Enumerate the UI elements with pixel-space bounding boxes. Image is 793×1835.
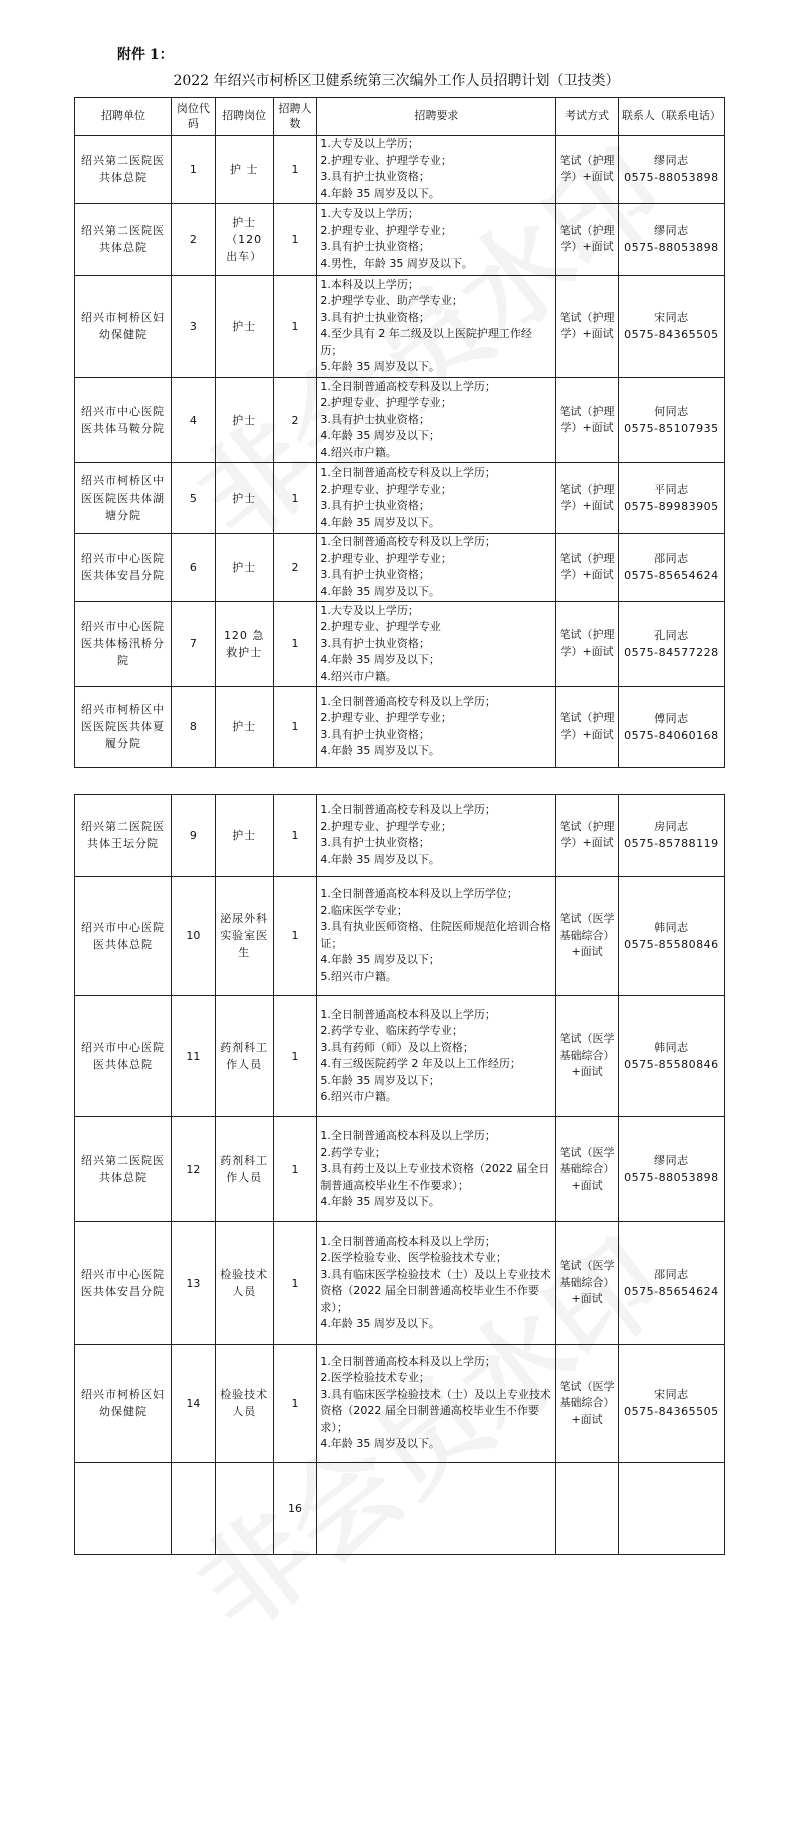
requirement-line: 4.有三级医院药学 2 年及以上工作经历；: [320, 1057, 521, 1071]
headcount-cell: 1: [273, 1344, 317, 1462]
total-row: [75, 1463, 725, 1555]
exam-method-cell: 笔试（护理学）+面试: [556, 275, 618, 377]
contact-phone: 0575-88053898: [624, 241, 719, 255]
contact-phone: 0575-84365505: [624, 328, 719, 342]
unit-cell: 绍兴第二医院医共体总院: [75, 203, 172, 275]
contact-name: 平同志: [654, 482, 689, 496]
post-code-cell: 8: [171, 686, 215, 767]
headcount-cell: 2: [273, 378, 317, 463]
requirements-cell: [317, 533, 556, 601]
headcount-cell: 1: [273, 686, 317, 767]
requirement-line: 1.大专及以上学历；: [320, 137, 419, 151]
post-name-cell: 护士: [215, 463, 273, 534]
contact-phone: 0575-85654624: [624, 1285, 719, 1299]
requirement-line: 1.全日制普通高校本科及以上学历；: [320, 1007, 496, 1021]
requirement-line: 1.全日制普通高校本科及以上学历；: [320, 1234, 496, 1248]
requirement-line: 3.具有护士执业资格；: [320, 636, 430, 650]
requirement-line: 3.具有执业医师资格、住院医师规范化培训合格证；: [320, 920, 551, 950]
requirements-cell: [317, 795, 556, 877]
requirement-line: 2.护理专业、护理学专业: [320, 620, 441, 634]
contact-cell: [618, 1117, 724, 1222]
post-code-cell: 2: [171, 203, 215, 275]
unit-cell: 绍兴市柯桥区中医医院医共体湖塘分院: [75, 463, 172, 534]
post-code-cell: 11: [171, 996, 215, 1117]
contact-phone: 0575-88053898: [624, 1171, 719, 1185]
unit-cell: 绍兴市柯桥区妇幼保健院: [75, 1344, 172, 1462]
requirements-cell: [317, 378, 556, 463]
post-code-cell: 1: [171, 136, 215, 204]
requirement-line: 2.护理专业、护理学专业；: [320, 551, 452, 565]
requirement-line: 3.具有临床医学检验技术（士）及以上专业技术资格（2022 届全日制普通高校毕业生不作要求）；: [320, 1267, 551, 1314]
requirement-line: 5.年龄 35 周岁及以下；: [320, 1073, 440, 1087]
requirement-line: 3.具有护士执业资格；: [320, 170, 430, 184]
requirement-line: 3.具有护士执业资格；: [320, 836, 430, 850]
post-name-cell: 护士: [215, 275, 273, 377]
requirements-cell: [317, 275, 556, 377]
post-name-cell: 护士: [215, 795, 273, 877]
table-row: [75, 876, 725, 995]
post-name-cell: 泌尿外科实验室医生: [215, 876, 273, 995]
contact-name: 宋同志: [654, 1388, 689, 1402]
requirement-line: 4.年龄 35 周岁及以下；: [320, 953, 440, 967]
column-header: 考试方式: [556, 98, 618, 136]
exam-method-cell: 笔试（护理学）+面试: [556, 136, 618, 204]
headcount-cell: 1: [273, 203, 317, 275]
requirements-cell: [317, 996, 556, 1117]
requirement-line: 4.年龄 35 周岁及以下；: [320, 429, 440, 443]
requirement-line: 4.绍兴市户籍。: [320, 669, 397, 683]
table-header-row: [75, 98, 725, 136]
requirement-line: 1.全日制普通高校本科及以上学历学位；: [320, 887, 518, 901]
unit-cell: 绍兴第二医院医共体总院: [75, 1117, 172, 1222]
contact-cell: [618, 1344, 724, 1462]
requirement-line: 2.护理专业、护理学专业；: [320, 153, 452, 167]
column-header: 招聘人数: [273, 98, 317, 136]
post-code-cell: 9: [171, 795, 215, 877]
requirement-line: 1.全日制普通高校本科及以上学历；: [320, 1129, 496, 1143]
table-row: [75, 136, 725, 204]
requirement-line: 6.绍兴市户籍。: [320, 1090, 397, 1104]
requirements-cell: [317, 1222, 556, 1344]
unit-cell: 绍兴市中心医院医共体杨汛桥分院: [75, 601, 172, 686]
contact-phone: 0575-85580846: [624, 937, 719, 951]
requirement-line: 4.年龄 35 周岁及以下。: [320, 186, 440, 200]
table-row: [75, 1117, 725, 1222]
exam-method-cell: 笔试（护理学）+面试: [556, 686, 618, 767]
post-name-cell: 护士（120 出车）: [215, 203, 273, 275]
requirements-cell: [317, 686, 556, 767]
contact-name: 韩同志: [654, 920, 689, 934]
exam-method-cell: 笔试（医学基础综合）+面试: [556, 1222, 618, 1344]
requirement-line: 2.医学检验专业、医学检验技术专业；: [320, 1251, 507, 1265]
requirement-line: 3.具有护士执业资格；: [320, 727, 430, 741]
headcount-cell: 1: [273, 795, 317, 877]
table-row: [75, 203, 725, 275]
requirement-line: 1.全日制普通高校专科及以上学历；: [320, 803, 496, 817]
post-code-cell: 12: [171, 1117, 215, 1222]
post-code-cell: 3: [171, 275, 215, 377]
contact-phone: 0575-84365505: [624, 1405, 719, 1419]
requirement-line: 3.具有药士及以上专业技术资格（2022 届全日制普通高校毕业生不作要求）；: [320, 1162, 550, 1192]
contact-name: 邵同志: [654, 552, 689, 566]
requirement-line: 3.具有护士执业资格；: [320, 240, 430, 254]
headcount-cell: 1: [273, 136, 317, 204]
requirement-line: 4.年龄 35 周岁及以下。: [320, 1317, 440, 1331]
contact-cell: [618, 795, 724, 877]
contact-cell: [618, 601, 724, 686]
contact-phone: 0575-85654624: [624, 569, 719, 583]
unit-cell: 绍兴市中心医院医共体安昌分院: [75, 1222, 172, 1344]
post-code-cell: 7: [171, 601, 215, 686]
requirement-line: 1.全日制普通高校专科及以上学历；: [320, 535, 496, 549]
contact-cell: [618, 996, 724, 1117]
table-row: [75, 378, 725, 463]
requirement-line: 2.医学检验技术专业；: [320, 1371, 430, 1385]
exam-method-cell: 笔试（护理学）+面试: [556, 601, 618, 686]
table-row: [75, 601, 725, 686]
requirement-line: 4.至少具有 2 年二级及以上医院护理工作经历；: [320, 327, 532, 357]
requirement-line: 3.具有护士执业资格；: [320, 499, 430, 513]
requirement-line: 3.具有护士执业资格；: [320, 310, 430, 324]
requirement-line: 1.本科及以上学历；: [320, 277, 419, 291]
requirement-line: 1.全日制普通高校专科及以上学历；: [320, 694, 496, 708]
requirement-line: 4.年龄 35 周岁及以下。: [320, 515, 440, 529]
requirement-line: 1.大专及以上学历；: [320, 207, 419, 221]
column-header: 联系人（联系电话）: [618, 98, 724, 136]
headcount-cell: 2: [273, 533, 317, 601]
unit-cell: 绍兴市柯桥区妇幼保健院: [75, 275, 172, 377]
post-name-cell: 护士: [215, 378, 273, 463]
post-code-cell: 14: [171, 1344, 215, 1462]
contact-cell: [618, 136, 724, 204]
contact-phone: 0575-85788119: [624, 837, 719, 851]
headcount-cell: 1: [273, 876, 317, 995]
post-name-cell: 检验技术人员: [215, 1344, 273, 1462]
requirement-line: 4.男性，年龄 35 周岁及以下。: [320, 256, 473, 270]
post-code-cell: 5: [171, 463, 215, 534]
table-row: [75, 533, 725, 601]
requirements-cell: [317, 136, 556, 204]
contact-cell: [618, 463, 724, 534]
unit-cell: 绍兴市中心医院医共体安昌分院: [75, 533, 172, 601]
post-name-cell: 检验技术人员: [215, 1222, 273, 1344]
requirement-line: 3.具有临床医学检验技术（士）及以上专业技术资格（2022 届全日制普通高校毕业生不作要求）；: [320, 1387, 551, 1434]
post-code-cell: 4: [171, 378, 215, 463]
requirement-line: 2.护理专业、护理学专业；: [320, 396, 452, 410]
requirement-line: 4.年龄 35 周岁及以下。: [320, 1437, 440, 1451]
post-name-cell: 120 急救护士: [215, 601, 273, 686]
requirement-line: 3.具有护士执业资格；: [320, 412, 430, 426]
post-name-cell: 护士: [215, 686, 273, 767]
headcount-cell: 1: [273, 1222, 317, 1344]
post-code-cell: 6: [171, 533, 215, 601]
unit-cell: 绍兴市柯桥区中医医院医共体夏履分院: [75, 686, 172, 767]
contact-name: 何同志: [654, 405, 689, 419]
exam-method-cell: 笔试（护理学）+面试: [556, 533, 618, 601]
requirements-cell: [317, 463, 556, 534]
requirement-line: 4.年龄 35 周岁及以下。: [320, 744, 440, 758]
headcount-cell: 1: [273, 275, 317, 377]
contact-cell: [618, 378, 724, 463]
contact-name: 缪同志: [654, 154, 689, 168]
contact-phone: 0575-84060168: [624, 728, 719, 742]
exam-method-cell: 笔试（护理学）+面试: [556, 203, 618, 275]
requirement-line: 2.护理专业、护理学专业；: [320, 819, 452, 833]
requirement-line: 2.药学专业；: [320, 1145, 386, 1159]
exam-method-cell: 笔试（护理学）+面试: [556, 378, 618, 463]
exam-method-cell: 笔试（护理学）+面试: [556, 463, 618, 534]
contact-phone: 0575-85580846: [624, 1058, 719, 1072]
requirement-line: 4.年龄 35 周岁及以下。: [320, 852, 440, 866]
page-title: 2022 年绍兴市柯桥区卫健系统第三次编外工作人员招聘计划（卫技类）: [173, 73, 620, 89]
requirements-cell: [317, 876, 556, 995]
headcount-cell: 1: [273, 1117, 317, 1222]
contact-name: 缪同志: [654, 1154, 689, 1168]
contact-phone: 0575-89983905: [624, 500, 719, 514]
requirement-line: 1.全日制普通高校专科及以上学历；: [320, 466, 496, 480]
unit-cell: 绍兴第二医院医共体总院: [75, 136, 172, 204]
requirement-line: 1.全日制普通高校专科及以上学历；: [320, 379, 496, 393]
post-name-cell: 药剂科工作人员: [215, 1117, 273, 1222]
contact-cell: [618, 203, 724, 275]
headcount-cell: 1: [273, 463, 317, 534]
requirement-line: 2.临床医学专业；: [320, 903, 408, 917]
exam-method-cell: 笔试（护理学）+面试: [556, 795, 618, 877]
column-header: 招聘要求: [317, 98, 556, 136]
post-code-cell: 10: [171, 876, 215, 995]
column-header: 招聘单位: [75, 98, 172, 136]
requirement-line: 2.药学专业、临床药学专业；: [320, 1024, 463, 1038]
contact-phone: 0575-85107935: [624, 422, 719, 436]
unit-cell: 绍兴市中心医院医共体总院: [75, 876, 172, 995]
contact-name: 韩同志: [654, 1041, 689, 1055]
unit-cell: 绍兴市中心医院医共体马鞍分院: [75, 378, 172, 463]
requirement-line: 5.绍兴市户籍。: [320, 969, 397, 983]
requirement-line: 4.年龄 35 周岁及以下；: [320, 653, 440, 667]
requirement-line: 4.绍兴市户籍。: [320, 445, 397, 459]
requirement-line: 2.护理专业、护理学专业；: [320, 711, 452, 725]
table-row: [75, 996, 725, 1117]
requirement-line: 1.大专及以上学历；: [320, 603, 419, 617]
unit-cell: 绍兴第二医院医共体王坛分院: [75, 795, 172, 877]
contact-name: 宋同志: [654, 311, 689, 325]
attachment-label: 附件 1：: [117, 47, 174, 63]
post-name-cell: 护士: [215, 533, 273, 601]
contact-name: 缪同志: [654, 224, 689, 238]
requirement-line: 4.年龄 35 周岁及以下。: [320, 584, 440, 598]
requirement-line: 3.具有药师（师）及以上资格；: [320, 1040, 474, 1054]
exam-method-cell: 笔试（医学基础综合）+面试: [556, 996, 618, 1117]
headcount-cell: 1: [273, 996, 317, 1117]
requirements-cell: [317, 203, 556, 275]
requirements-cell: [317, 1117, 556, 1222]
requirement-line: 2.护理专业、护理学专业；: [320, 223, 452, 237]
contact-name: 孔同志: [654, 628, 689, 642]
recruitment-table-part2: [74, 794, 725, 1555]
contact-phone: 0575-84577228: [624, 645, 719, 659]
requirement-line: 5.年龄 35 周岁及以下。: [320, 360, 440, 374]
table-row: [75, 275, 725, 377]
exam-method-cell: 笔试（医学基础综合）+面试: [556, 1117, 618, 1222]
requirements-cell: [317, 1344, 556, 1462]
requirement-line: 4.年龄 35 周岁及以下。: [320, 1195, 440, 1209]
headcount-cell: 1: [273, 601, 317, 686]
requirement-line: 2.护理学专业、助产学专业；: [320, 294, 463, 308]
contact-cell: [618, 533, 724, 601]
unit-cell: 绍兴市中心医院医共体总院: [75, 996, 172, 1117]
post-name-cell: 药剂科工作人员: [215, 996, 273, 1117]
requirement-line: 3.具有护士执业资格；: [320, 568, 430, 582]
table-row: [75, 686, 725, 767]
exam-method-cell: 笔试（医学基础综合）+面试: [556, 1344, 618, 1462]
contact-cell: [618, 686, 724, 767]
post-code-cell: 13: [171, 1222, 215, 1344]
requirement-line: 2.护理专业、护理学专业；: [320, 482, 452, 496]
column-header: 岗位代码: [171, 98, 215, 136]
contact-cell: [618, 275, 724, 377]
requirements-cell: [317, 601, 556, 686]
contact-name: 邵同志: [654, 1268, 689, 1282]
contact-cell: [618, 1222, 724, 1344]
requirement-line: 1.全日制普通高校本科及以上学历；: [320, 1354, 496, 1368]
exam-method-cell: 笔试（医学基础综合）+面试: [556, 876, 618, 995]
column-header: 招聘岗位: [215, 98, 273, 136]
contact-name: 房同志: [654, 820, 689, 834]
table-row: [75, 1222, 725, 1344]
contact-phone: 0575-88053898: [624, 171, 719, 185]
total-count: 16: [273, 1463, 317, 1555]
contact-name: 傅同志: [654, 711, 689, 725]
table-row: [75, 795, 725, 877]
table-row: [75, 1344, 725, 1462]
post-name-cell: 护 士: [215, 136, 273, 204]
table-row: [75, 463, 725, 534]
recruitment-table-part1: [74, 97, 725, 768]
contact-cell: [618, 876, 724, 995]
